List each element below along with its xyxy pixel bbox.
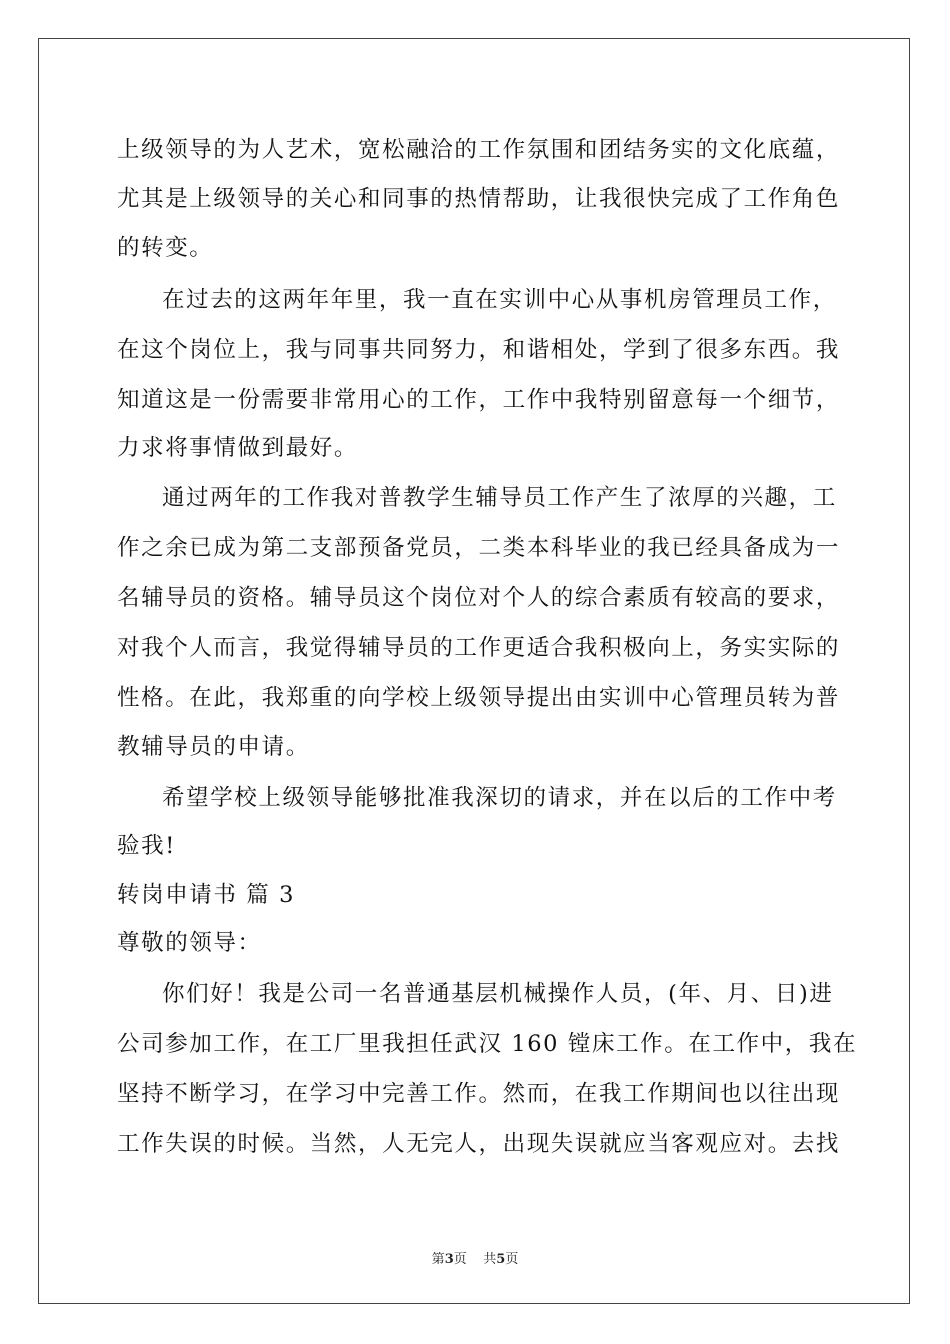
page-current: 3 — [444, 1252, 454, 1267]
text-line: 作之余已成为第二支部预备党员，二类本科毕业的我已经具备成为一 — [117, 535, 841, 561]
text-line: 上级领导的为人艺术，宽松融洽的工作氛围和团结务实的文化底蕴， — [117, 137, 841, 163]
text-line: 知道这是一份需要非常用心的工作，工作中我特别留意每一个细节， — [117, 387, 841, 413]
page-mid: 页 共 — [453, 1252, 497, 1267]
text-line: 验我! — [117, 833, 176, 859]
text-line: 希望学校上级领导能够批准我深切的请求，并在以后的工作中考 — [162, 785, 837, 811]
section-heading: 转岗申请书 篇 3 — [117, 882, 296, 908]
text-line: 你们好！我是公司一名普通基层机械操作人员，(年、月、日)进 — [162, 981, 834, 1007]
page-suffix: 页 — [505, 1252, 519, 1267]
text-line: 在这个岗位上，我与同事共同努力，和谐相处，学到了很多东西。我 — [117, 337, 841, 363]
text-line: 通过两年的工作我对普教学生辅导员工作产生了浓厚的兴趣，工 — [162, 485, 837, 511]
text-line: 在过去的这两年年里，我一直在实训中心从事机房管理员工作， — [162, 287, 837, 313]
text-line: 坚持不断学习，在学习中完善工作。然而，在我工作期间也以往出现 — [117, 1081, 841, 1107]
text-line: 力求将事情做到最好。 — [117, 435, 359, 461]
text-line: 对我个人而言，我觉得辅导员的工作更适合我积极向上，务实实际的 — [117, 635, 841, 661]
text-line: 名辅导员的资格。辅导员这个岗位对个人的综合素质有较高的要求， — [117, 585, 841, 611]
text-line: 公司参加工作，在工厂里我担任武汉 160 镗床工作。在工作中，我在 — [117, 1031, 858, 1057]
text-line: 教辅导员的申请。 — [117, 734, 310, 760]
salutation: 尊敬的领导： — [117, 930, 262, 956]
page-prefix: 第 — [431, 1252, 445, 1267]
text-line: 性格。在此，我郑重的向学校上级领导提出由实训中心管理员转为普 — [117, 685, 841, 711]
text-line: 工作失误的时候。当然，人无完人，出现失误就应当客观应对。去找 — [117, 1131, 841, 1157]
text-line: 尤其是上级领导的关心和同事的热情帮助，让我很快完成了工作角色 — [117, 186, 841, 212]
page-total: 5 — [496, 1252, 506, 1267]
page-footer — [0, 1248, 950, 1267]
text-line: 的转变。 — [117, 235, 214, 261]
